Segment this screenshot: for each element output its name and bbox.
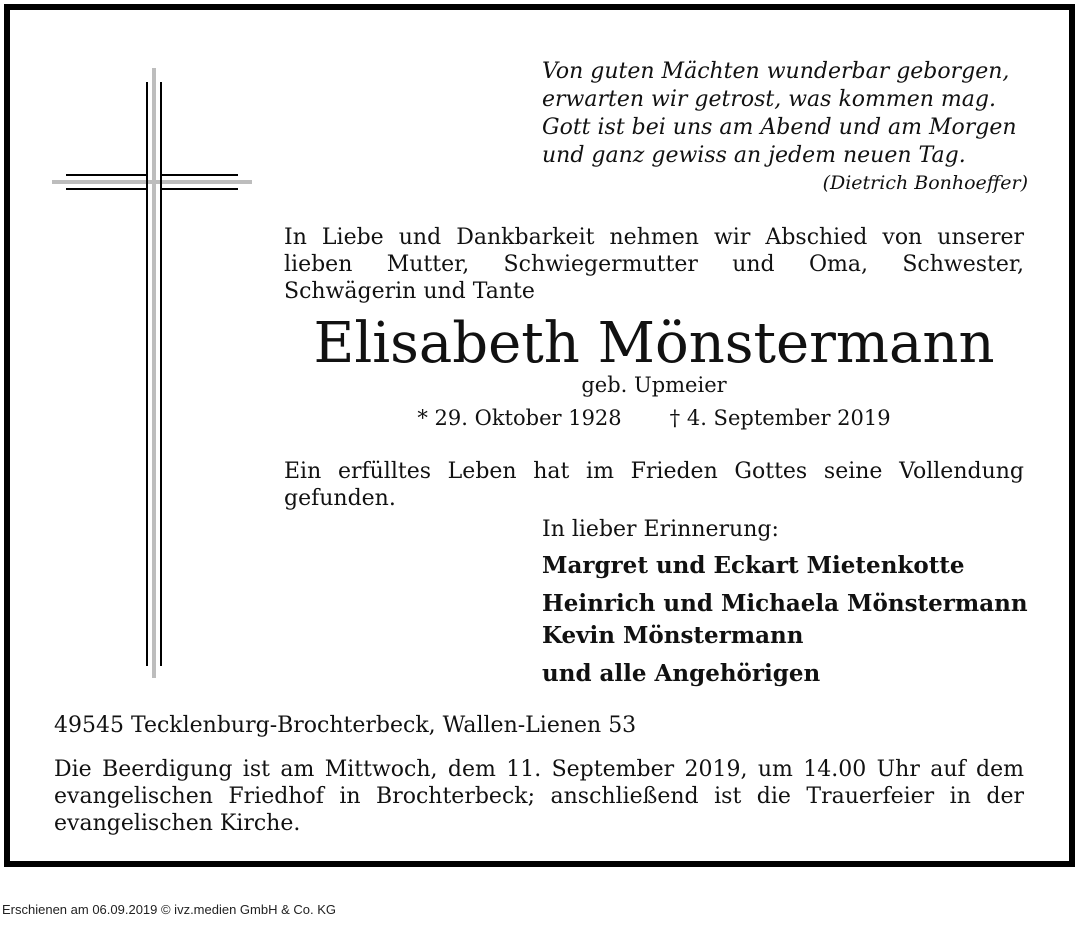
death-date: † 4. September 2019 [669,406,891,430]
deceased-name: Elisabeth Mönstermann [313,311,995,376]
mourner-name: Margret und Eckart Mietenkotte [542,552,965,579]
address: 49545 Tecklenburg-Brochterbeck, Wallen-Lienen 53 [54,713,637,738]
life-dates [284,405,1024,432]
poem-quote [542,58,1032,196]
maiden-name: geb. Upmeier [581,373,727,397]
memory-label: In lieber Erinnerung: [542,517,779,542]
poem-line: Gott ist bei uns am Abend und am Morgen [542,115,1017,140]
funeral-info: Die Beerdigung ist am Mittwoch, dem 11. September 2019, um 14.00 Uhr auf dem evangelischen Friedhof in Brochterbeck; anschließend ist die Trauerfeier in der evangelischen Kirche. [54,757,1024,836]
obituary-frame [4,4,1075,867]
mourner-name: Heinrich und Michaela Mönstermann [542,590,1028,617]
life-statement: Ein erfülltes Leben hat im Frieden Gottes seine Vollendung gefunden. [284,459,1024,511]
mourner-name: Kevin Mönstermann [542,622,804,649]
mourner-name: und alle Angehörigen [542,660,821,687]
poem-line: Von guten Mächten wunderbar geborgen, [542,59,1010,84]
mourners-list [542,550,1032,690]
publication-footer: Erschienen am 06.09.2019 © ivz.medien GmbH & Co. KG [2,902,337,917]
poem-line: erwarten wir getrost, was kommen mag. [542,87,996,112]
poem-author: (Dietrich Bonhoeffer) [822,172,1028,194]
intro-text: In Liebe und Dankbarkeit nehmen wir Abschied von unserer lieben Mutter, Schwiegermutter und Oma, Schwester, Schwägerin und Tante [284,225,1024,304]
poem-line: und ganz gewiss an jedem neuen Tag. [542,143,966,168]
birth-date: * 29. Oktober 1928 [417,406,622,430]
cross-icon [52,68,252,678]
